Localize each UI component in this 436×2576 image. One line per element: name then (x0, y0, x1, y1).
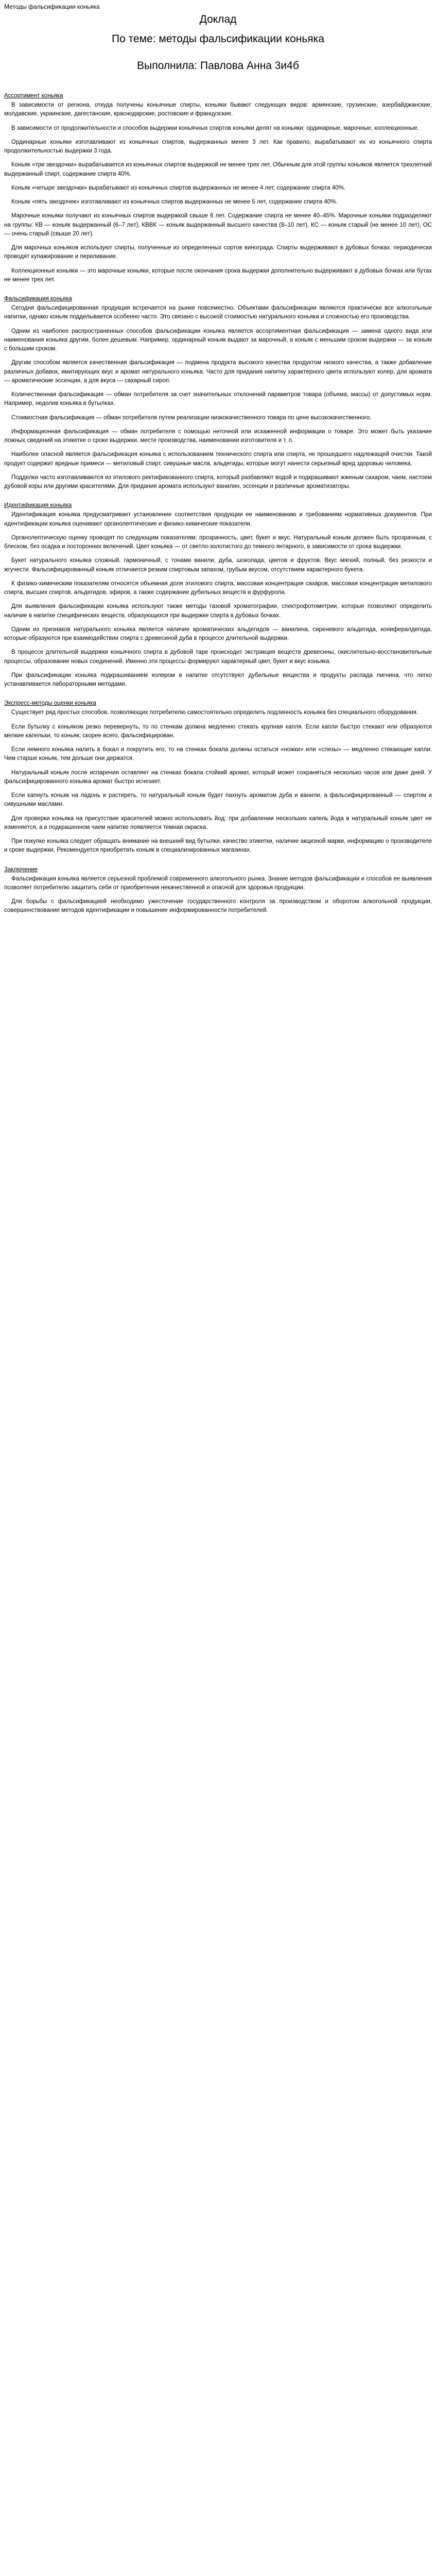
paragraph: Одним из наиболее распространенных способов фальсификации коньяка является ассортиментная фальсификация — замена одного вида или наименования коньяка другим, более дешевым. Например, ординарный коньяк выдают за марочный, а коньяк с меньшим сроком выдержки — за коньяк с большим сроком. (4, 328, 432, 352)
paragraph: При покупке коньяка следует обращать внимание на внешний вид бутылки, качество этикетки, наличие акцизной марки, информацию о производителе и сроке выдержки. Рекомендуется приобретать коньяк в специализированных магазинах. (4, 838, 432, 854)
paragraph: Органолептическую оценку проводят по следующим показателям: прозрачность, цвет, букет и вкус. Натуральный коньяк должен быть прозрачным, с блеском, без осадка и посторонних включений. Цвет коньяка — от светло-золотистого до темного янтарного, в зависимости от срока выдержки. (4, 534, 432, 550)
section-heading: Фальсификация коньяка (4, 296, 72, 302)
paragraph: В процессе длительной выдержки коньячного спирта в дубовой таре происходит экстракция веществ древесины, окислительно-восстановительные процессы, образование новых соединений. Именно эти процессы формируют характерный цвет, букет и вкус коньяка. (4, 649, 432, 665)
paragraph: Ординарные коньяки изготавливают из коньячных спиртов, выдержанных менее 3 лет. Как правило, вырабатывают их из коньячного спирта продолжительностью выдержки 3 года. (4, 139, 432, 154)
paragraph: Сегодня фальсифицированная продукция встречается на рынке повсеместно. Объектами фальсификации являются практически все алкогольные напитки, однако коньяк подделывается особенно часто. Это связано с высокой стоимостью натурального коньяка и сложностью его производства. (4, 305, 432, 320)
doc-topic: По теме: методы фальсификации коньяка (111, 33, 325, 45)
paragraph: Стоимостная фальсификация — обман потребителя путем реализации низкокачественного товара по цене высококачественного. (11, 414, 372, 421)
paragraph: Наиболее опасной является фальсификация коньяка с использованием технического спирта или спирта, не прошедшего надлежащей очистки. Такой продукт содержит вредные примеси — метиловый спирт, сивушные масла, альдегиды, которые могут нанести серьезный вред здоровью человека. (4, 451, 432, 467)
paragraph: Идентификация коньяка предусматривает установление соответствия продукции ее наименованию и требованиям нормативных документов. При идентификации коньяка оценивают органолептические и физико-химические показатели. (4, 512, 432, 527)
section (4, 93, 432, 284)
paragraph: Подделки часто изготавливаются из этилового ректификованного спирта, который разбавляют водой и подкрашивают жженым сахаром, чаем, настоем дубовой коры или другими красителями. Для придания аромата используют ванилин, эссенции и различные ароматизаторы. (4, 474, 432, 489)
paragraph: Если немного коньяка налить в бокал и покрутить его, то на стенках бокала должны остаться «ножки» или «слезы» — медленно стекающие капли. Чем старше коньяк, тем дольше они держатся. (4, 747, 432, 762)
paragraph: Для борьбы с фальсификацией необходимо ужесточение государственного контроля за производством и оборотом алкогольной продукции, совершенствование методов идентификации и повышение информированности потребителей. (4, 899, 432, 914)
paragraph: Коньяк «четыре звездочки» вырабатывают из коньячных спиртов выдержанных не менее 4 лет, содержание спирта 40%. (11, 184, 346, 191)
paragraph: К физико-химическим показателям относятся объемная доля этилового спирта, массовая концентрация сахаров, массовая концентрация метилового спирта, высших спиртов, альдегидов, эфиров, а также содержание дубильных веществ и фурфурола. (4, 580, 432, 596)
paragraph: В зависимости от региона, откуда получены коньячные спирты, коньяки бывают следующих видов: армянские, грузинские, азербайджанские, молдавские, украинские, дагестанские, краснодарские, ростовские и французские. (4, 102, 432, 117)
section-heading: Заключение (4, 866, 38, 873)
paragraph: Информационная фальсификация — обман потребителя с помощью неточной или искаженной информации о товаре. Это может быть указание ложных сведений на этикетке о сроке выдержки, месте производства, наименовании изготовителя и т. п. (4, 428, 432, 444)
paragraph: Для марочных коньяков используют спирты, полученные из определенных сортов винограда. Спирты выдерживают в дубовых бочках, периодически проводят купажирование и переливание. (4, 245, 432, 260)
site-title: Методы фальсификации коньяка (4, 3, 100, 10)
paragraph: В зависимости от продолжительности и способов выдержки коньячных спиртов коньяки делят на коньяки: ординарные, марочные, коллекционные. (11, 125, 419, 131)
paragraph: Фальсификация коньяка является серьезной проблемой современного алкогольного рынка. Знание методов фальсификации и способов ее выявления позволяет потребителю защитить себя от приобретения некачественной и опасной для здоровья продукции. (4, 875, 432, 891)
paragraph: Букет натурального коньяка сложный, гармоничный, с тонами ванили, дуба, шоколада, цветов и фруктов. Вкус мягкий, полный, без резкости и жгучести. Фальсифицированный коньяк отличается резким спиртовым запахом, грубым вкусом, отсутствием характерного букета. (4, 557, 432, 573)
section-heading: Идентификация коньяка (4, 502, 72, 509)
paragraph: Если капнуть коньяк на ладонь и растереть, то натуральный коньяк будет пахнуть ароматом дуба и ванили, а фальсифицированный — спиртом и сивушными маслами. (4, 792, 432, 808)
paragraph: Одним из признаков натурального коньяка является наличие ароматических альдегидов — ванилина, сиреневого альдегида, конифералдегида, которые образуются при взаимодействии спирта с древесиной дуба в процессе длительной выдержки. (4, 626, 432, 641)
paragraph: Другим способом является качественная фальсификация — подмена продукта высокого качества продуктом низкого качества, а также добавление различных добавок, имитирующих вкус и аромат натурального коньяка. Часто для придания напитку характерного цвета используют колер, для аромата — ароматические эссенции, а для вкуса — сахарный сироп. (4, 360, 432, 384)
section-heading: Экспресс-методы оценки коньяка (4, 700, 96, 707)
paragraph: Количественная фальсификация — обман потребителя за счет значительных отклонений параметров товара (объема, массы) от допустимых норм. Например, недолив коньяка в бутылках. (4, 392, 432, 407)
doc-author: Выполнила: Павлова Анна 3и4б (137, 60, 299, 72)
paragraph: Коньяк «три звездочки» вырабатывается из коньячных спиртов выдержкой не менее трех лет. Обычным для этой группы коньяков является трехлетний выдержанный спирт, содержание спирта 40%. (4, 162, 432, 177)
document-body (4, 93, 432, 916)
paragraph: При фальсификации коньяка подкрашиванием колером в напитке отсутствуют дубильные вещества и продукты распада лигнина, что легко устанавливается лабораторными методами. (4, 672, 432, 687)
paragraph: Коньяк «пять звездочек» изготавливают из коньячных спиртов выдержанных не менее 5 лет, содержание спирта 40%. (11, 199, 338, 205)
paragraph: Натуральный коньяк после испарения оставляет на стенках бокала стойкий аромат, который может сохраняться несколько часов или даже дней. У фальсифицированного коньяка аромат быстро исчезает. (4, 769, 432, 785)
doc-title: Доклад (199, 13, 237, 25)
paragraph: Для проверки коньяка на присутствие красителей можно использовать йод: при добавлении нескольких капель йода в натуральный коньяк цвет не изменяется, а в подкрашенном чаем напитке появляется темная окраска. (4, 815, 432, 831)
paragraph: Коллекционные коньяки — это марочные коньяки, которые после окончания срока выдержки дополнительно выдерживают в дубовых бочках или бутах не менее трех лет. (4, 267, 432, 283)
paragraph: Для выявления фальсификации коньяка используют также методы газовой хроматографии, спектрофотометрии, которые позволяют определить наличие в напитке специфических веществ, образующихся при выдержке спирта в дубовых бочках. (4, 603, 432, 619)
paragraph: Существует ряд простых способов, позволяющих потребителю самостоятельно определить подлинность коньяка без специального оборудования. (11, 709, 418, 716)
paragraph: Если бутылку с коньяком резко перевернуть, то по стенкам должна медленно стекать крупная капля. Если капли быстро стекают или образуются мелкие капельки, то коньяк, скорее всего, фальсифицирован. (4, 723, 432, 739)
paragraph: Марочные коньяки получают из коньячных спиртов выдержкой свыше 6 лет. Содержание спирта не менее 40–45%. Марочные коньяки подразделяют на группы: КВ — коньяк выдержанный (6–7 лет), КВВК — коньяк выдержанный высшего качества (8–10 лет), КС — коньяк старый (не менее 10 лет), ОС — очень старый (свыше 20 лет). (4, 213, 432, 237)
section (4, 502, 432, 689)
section-heading: Ассортимент коньяка (4, 93, 63, 99)
section (4, 867, 432, 916)
section (4, 700, 432, 855)
section (4, 296, 432, 491)
